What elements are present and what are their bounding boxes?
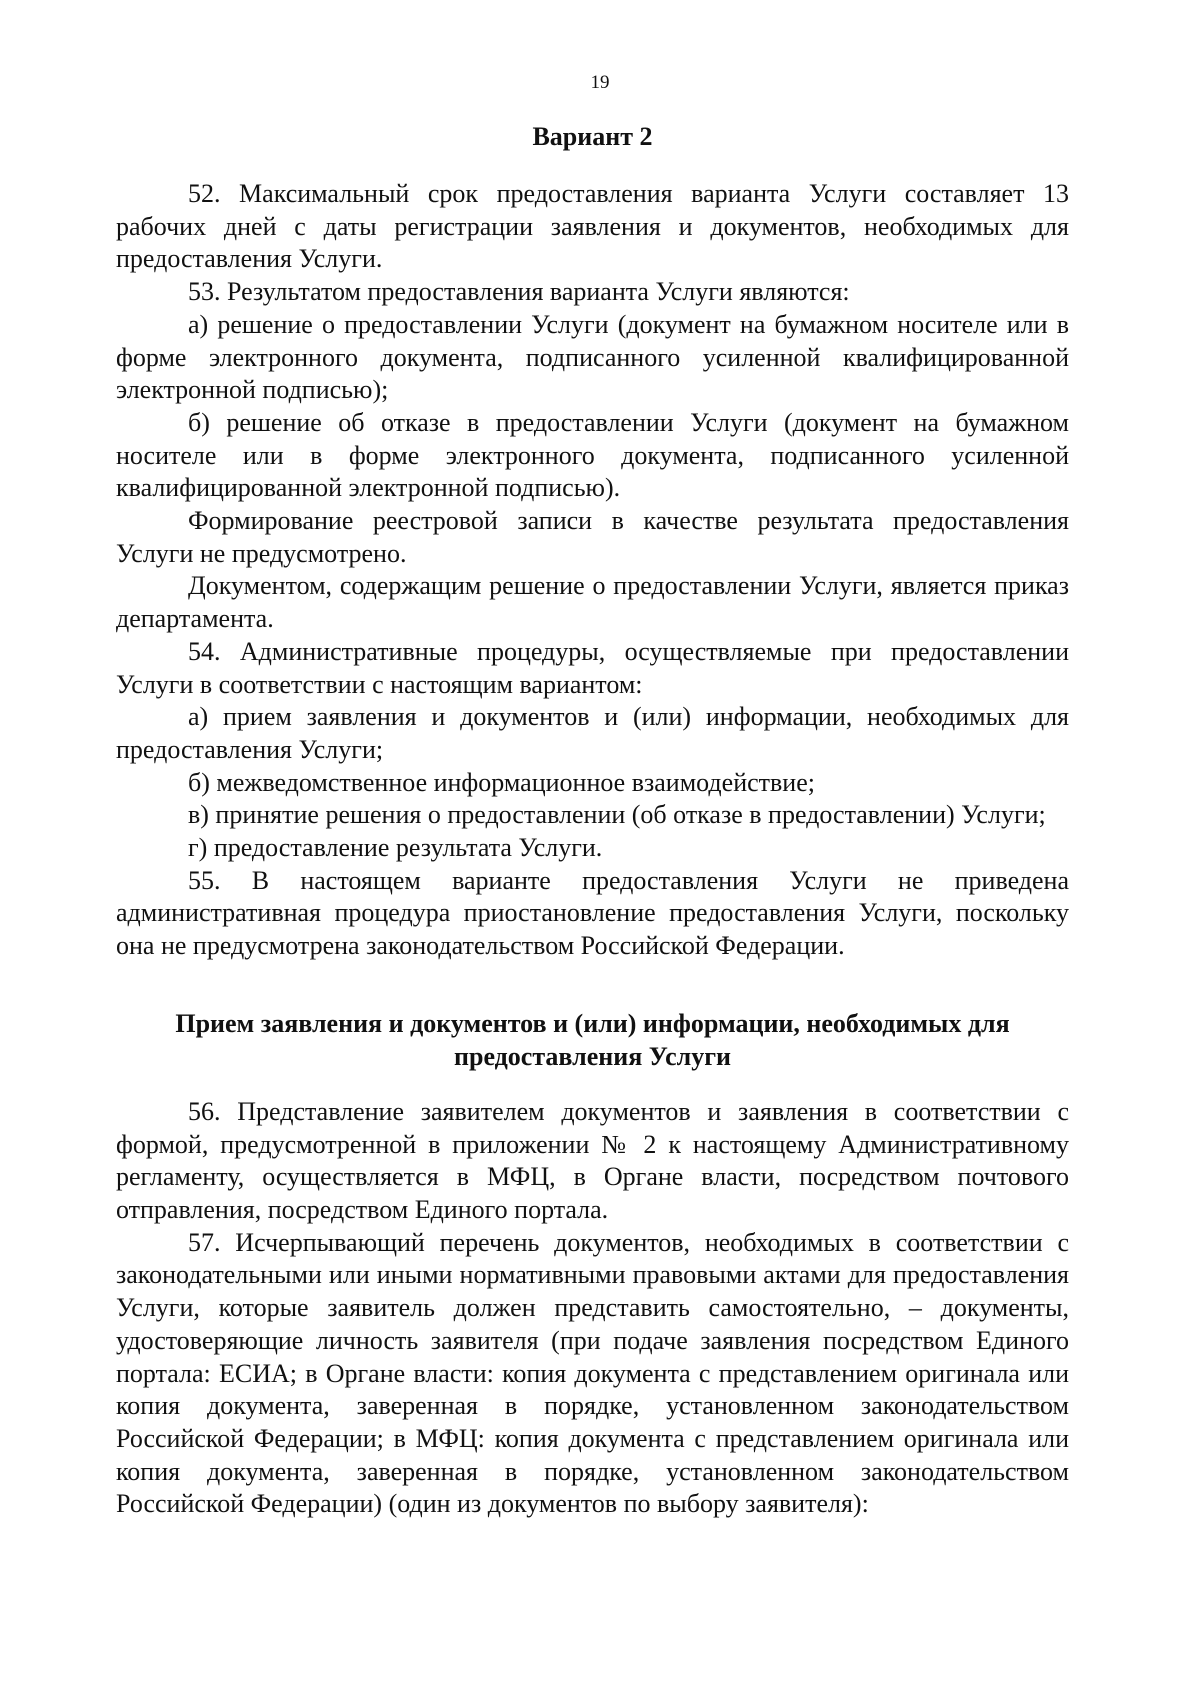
paragraph-decision-document: Документом, содержащим решение о предоставлении Услуги, является приказ департамента.	[116, 571, 1069, 634]
paragraph-54-v: в) принятие решения о предоставлении (об отказе в предоставлении) Услуги;	[188, 800, 1046, 830]
paragraph-56: 56. Представление заявителем документов и заявления в соответствии с формой, предусмотренной в приложении № 2 к настоящему Административному регламенту, осуществляется в МФЦ, в Органе власти, посредством почтового отправления, посредством Единого портала.	[116, 1096, 1069, 1224]
paragraph-55: 55. В настоящем варианте предоставления Услуги не приведена административная процедура приостановление предоставления Услуги, поскольку она не предусмотрена законодательством Российской Федерации.	[116, 865, 1069, 961]
paragraph-54: 54. Административные процедуры, осуществляемые при предоставлении Услуги в соответствии с настоящим вариантом:	[116, 636, 1069, 699]
paragraph-57: 57. Исчерпывающий перечень документов, необходимых в соответствии с законодательными или иными нормативными правовыми актами для предоставления Услуги, которые заявитель должен представить самостоятельно, – документы, удостоверяющие личность заявителя (при подаче заявления посредством Единого портала: ЕСИА; в Органе власти: копия документа с представлением оригинала или копия документа, заверенная в порядке, установленном законодательством Российской Федерации; в МФЦ: копия документа с представлением оригинала или копия документа, заверенная в порядке, установленном законодательством Российской Федерации) (один из документов по выбору заявителя):	[116, 1227, 1069, 1519]
paragraph-54-g: г) предоставление результата Услуги.	[188, 833, 603, 863]
paragraph-registry-record: Формирование реестровой записи в качестве результата предоставления Услуги не предусмотрено.	[116, 506, 1069, 568]
document-body	[116, 120, 1069, 1521]
paragraph-53-b: б) решение об отказе в предоставлении Услуги (документ на бумажном носителе или в форме электронного документа, подписанного усиленной квалифицированной электронной подписью).	[116, 407, 1069, 503]
paragraph-54-b: б) межведомственное информационное взаимодействие;	[188, 767, 815, 797]
paragraph-52: 52. Максимальный срок предоставления варианта Услуги составляет 13 рабочих дней с даты регистрации заявления и документов, необходимых для предоставления Услуги.	[116, 179, 1069, 274]
paragraph-53: 53. Результатом предоставления варианта Услуги являются:	[188, 277, 850, 307]
paragraph-54-a: а) прием заявления и документов и (или) информации, необходимых для предоставления Услуги;	[116, 702, 1069, 764]
variant-heading: Вариант 2	[532, 122, 653, 151]
paragraph-53-a: а) решение о предоставлении Услуги (документ на бумажном носителе или в форме электронного документа, подписанного усиленной квалифицированной электронной подписью);	[116, 309, 1069, 405]
page-number: 19	[590, 72, 610, 93]
section-heading: Прием заявления и документов и (или) информации, необходимых для предоставления Услуги	[175, 1008, 1010, 1071]
